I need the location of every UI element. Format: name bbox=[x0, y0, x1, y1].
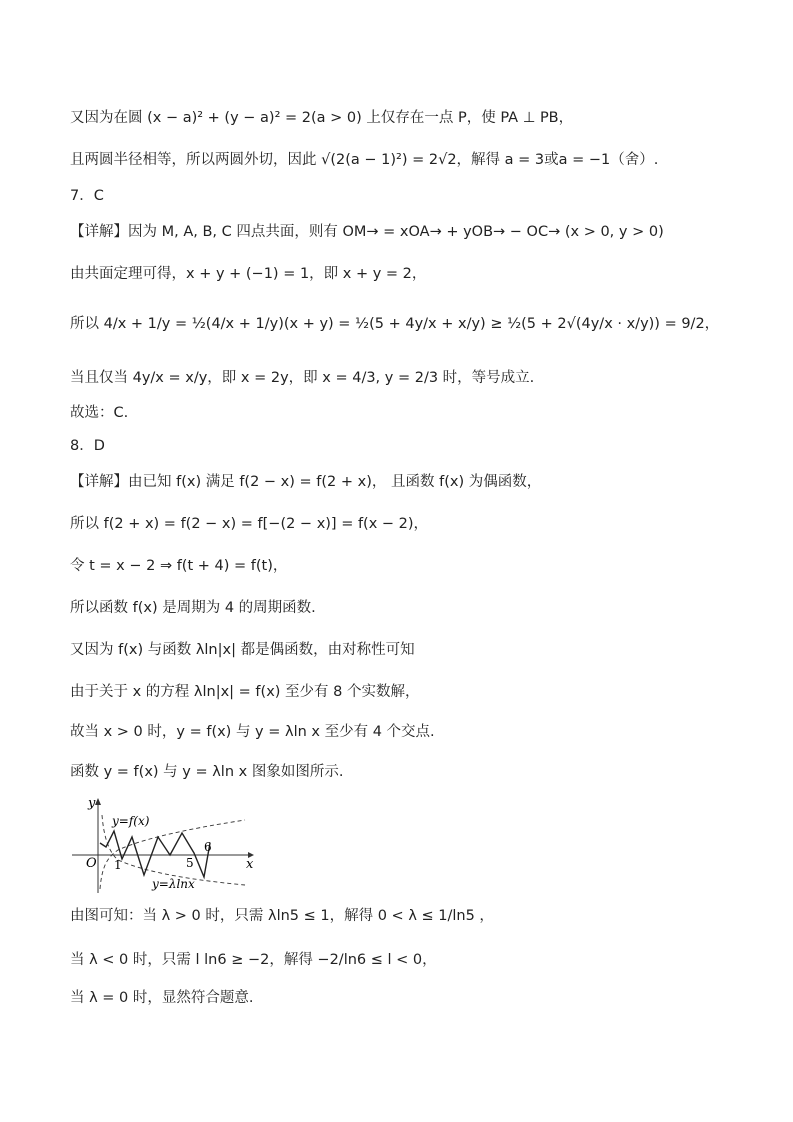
y-axis-label: y bbox=[88, 796, 96, 811]
text-line-20: 当 λ = 0 时，显然符合题意. bbox=[70, 990, 254, 1006]
y-axis-arrow bbox=[95, 798, 101, 805]
function-graph-figure bbox=[70, 795, 255, 895]
text-line-15: 由于关于 x 的方程 λln|x| = f(x) 至少有 8 个实数解， bbox=[70, 684, 420, 700]
text-line-17: 函数 y = f(x) 与 y = λln x 图象如图所示. bbox=[70, 764, 344, 780]
text-line-10: 【详解】由已知 f(x) 满足 f(2 − x) = f(2 + x)， 且函数 f(x) 为偶函数， bbox=[70, 474, 542, 490]
text-line-4: 【详解】因为 M, A, B, C 四点共面，则有 OM→ = xOA→ + yOB→ − OC→ (x > 0, y > 0) bbox=[70, 224, 664, 240]
text-line-18: 由图可知：当 λ > 0 时，只需 λln5 ≤ 1，解得 0 < λ ≤ 1/ln5 ， bbox=[70, 908, 494, 924]
text-line-19: 当 λ < 0 时，只需 l ln6 ≥ −2，解得 −2/ln6 ≤ l < 0， bbox=[70, 952, 437, 968]
text-line-13: 所以函数 f(x) 是周期为 4 的周期函数. bbox=[70, 600, 316, 616]
tick-label-6: 6 bbox=[204, 840, 212, 854]
text-line-14: 又因为 f(x) 与函数 λln|x| 都是偶函数，由对称性可知 bbox=[70, 642, 415, 658]
text-line-7: 当且仅当 4y/x = x/y，即 x = 2y，即 x = 4/3, y = 2/3 时，等号成立. bbox=[70, 370, 535, 386]
text-line-16: 故当 x > 0 时，y = f(x) 与 y = λln x 至少有 4 个交点. bbox=[70, 724, 435, 740]
tick-label-1: 1 bbox=[114, 858, 122, 872]
ln-curve-label: y=λlnx bbox=[152, 877, 195, 891]
text-line-6: 所以 4/x + 1/y = ½(4/x + 1/y)(x + y) = ½(5 + 4y/x + x/y) ≥ ½(5 + 2√(4y/x · x/y)) = 9/2， bbox=[70, 316, 720, 332]
answer-8-heading: 8．D bbox=[70, 438, 105, 454]
text-line-12: 令 t = x − 2 ⇒ f(t + 4) = f(t)， bbox=[70, 558, 288, 574]
text-line-8: 故选：C. bbox=[70, 405, 129, 421]
text-line-1: 又因为在圆 (x − a)² + (y − a)² = 2(a > 0) 上仅存在一点 P，使 PA ⊥ PB， bbox=[70, 110, 574, 126]
text-line-11: 所以 f(2 + x) = f(2 − x) = f[−(2 − x)] = f(x − 2)， bbox=[70, 516, 429, 532]
f-curve-label: y=f(x) bbox=[112, 814, 150, 828]
x-axis-label: x bbox=[246, 857, 254, 872]
answer-7-heading: 7．C bbox=[70, 188, 104, 204]
text-line-5: 由共面定理可得，x + y + (−1) = 1，即 x + y = 2， bbox=[70, 266, 427, 282]
text-line-2: 且两圆半径相等，所以两圆外切，因此 √(2(a − 1)²) = 2√2，解得 a = 3或a = −1（舍）. bbox=[70, 152, 659, 168]
tick-label-5: 5 bbox=[186, 856, 194, 870]
origin-label: O bbox=[86, 856, 97, 871]
